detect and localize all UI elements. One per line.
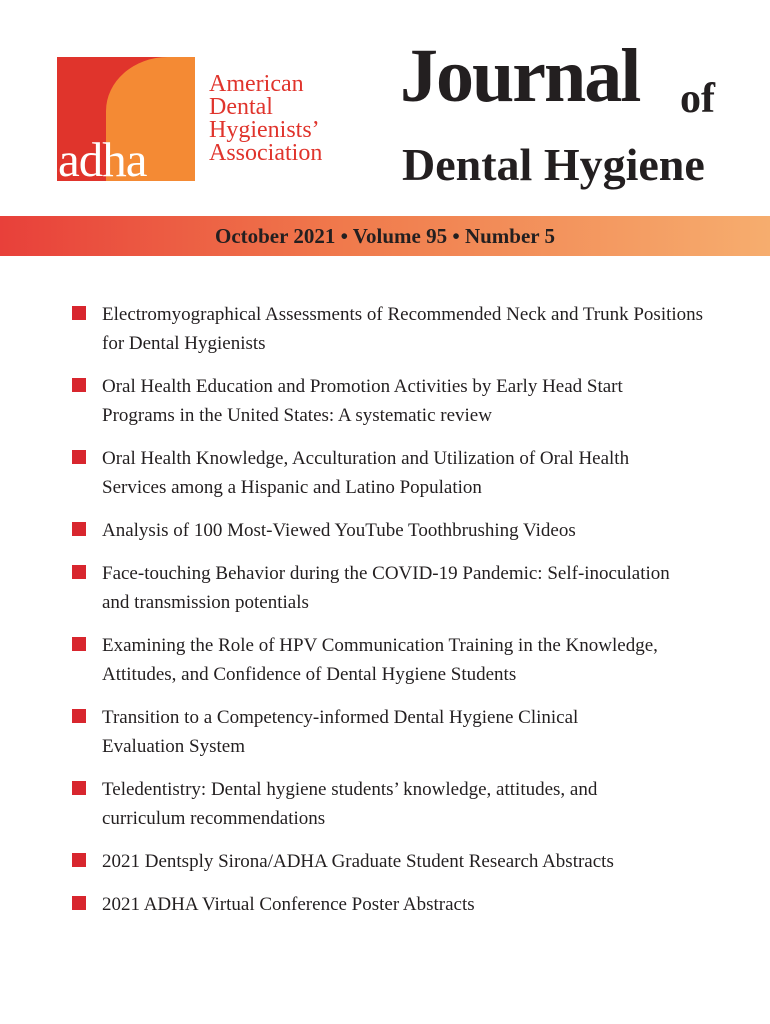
toc-item-title — [102, 703, 732, 761]
square-bullet-icon — [72, 896, 86, 910]
toc-title-line: 2021 Dentsply Sirona/ADHA Graduate Student Research Abstracts — [102, 851, 614, 872]
org-name-line: Association — [209, 140, 323, 166]
square-bullet-icon — [72, 306, 86, 320]
journal-title-of: of — [680, 76, 715, 122]
square-bullet-icon — [72, 853, 86, 867]
toc-item-title — [102, 631, 732, 689]
toc-title-line: Electromyographical Assessments of Recommended Neck and Trunk Positions — [102, 304, 704, 325]
toc-item[interactable] — [72, 890, 732, 919]
journal-subtitle: Dental Hygiene — [402, 139, 705, 190]
square-bullet-icon — [72, 709, 86, 723]
org-name-line: Dental — [209, 94, 273, 120]
toc-item[interactable] — [72, 775, 732, 833]
square-bullet-icon — [72, 637, 86, 651]
toc-title-line: curriculum recommendations — [102, 808, 326, 829]
toc-title-line: Teledentistry: Dental hygiene students’ knowledge, attitudes, and — [102, 779, 598, 800]
toc-item-title — [102, 372, 732, 430]
toc-item-title — [102, 444, 732, 502]
toc-item[interactable] — [72, 847, 732, 876]
toc-title-line: Evaluation System — [102, 736, 246, 757]
logo-text: adha — [58, 132, 147, 187]
org-name-line: Hygienists’ — [209, 117, 320, 143]
toc-item[interactable] — [72, 516, 732, 545]
toc-item-title — [102, 775, 732, 833]
toc-title-line: for Dental Hygienists — [102, 333, 266, 354]
square-bullet-icon — [72, 378, 86, 392]
toc-title-line: 2021 ADHA Virtual Conference Poster Abstracts — [102, 894, 475, 915]
toc-item[interactable] — [72, 631, 732, 689]
organization-name — [209, 73, 379, 165]
toc-item[interactable] — [72, 300, 732, 358]
toc-title-line: and transmission potentials — [102, 592, 309, 613]
toc-item[interactable] — [72, 444, 732, 502]
toc-title-line: Face-touching Behavior during the COVID-19 Pandemic: Self-inoculation — [102, 563, 670, 584]
toc-title-line: Programs in the United States: A systematic review — [102, 405, 492, 426]
toc-item[interactable] — [72, 559, 732, 617]
table-of-contents — [72, 300, 732, 933]
adha-logo — [57, 57, 195, 187]
toc-item-title — [102, 847, 732, 876]
toc-item-title — [102, 300, 732, 358]
square-bullet-icon — [72, 522, 86, 536]
toc-title-line: Oral Health Knowledge, Acculturation and Utilization of Oral Health — [102, 448, 630, 469]
toc-title-line: Examining the Role of HPV Communication Training in the Knowledge, — [102, 635, 658, 656]
issue-info: October 2021 • Volume 95 • Number 5 — [214, 224, 555, 248]
toc-title-line: Transition to a Competency-informed Dental Hygiene Clinical — [102, 707, 579, 728]
toc-item[interactable] — [72, 372, 732, 430]
toc-item-title — [102, 516, 732, 545]
toc-item-title — [102, 890, 732, 919]
toc-title-line: Services among a Hispanic and Latino Population — [102, 477, 482, 498]
journal-title: Journal — [400, 34, 640, 118]
issue-banner — [0, 216, 770, 256]
toc-item-title — [102, 559, 732, 617]
org-name-line: American — [209, 71, 304, 97]
toc-title-line: Oral Health Education and Promotion Activities by Early Head Start — [102, 376, 623, 397]
square-bullet-icon — [72, 450, 86, 464]
toc-title-line: Attitudes, and Confidence of Dental Hygiene Students — [102, 664, 517, 685]
square-bullet-icon — [72, 565, 86, 579]
square-bullet-icon — [72, 781, 86, 795]
toc-title-line: Analysis of 100 Most-Viewed YouTube Toothbrushing Videos — [102, 520, 576, 541]
toc-item[interactable] — [72, 703, 732, 761]
